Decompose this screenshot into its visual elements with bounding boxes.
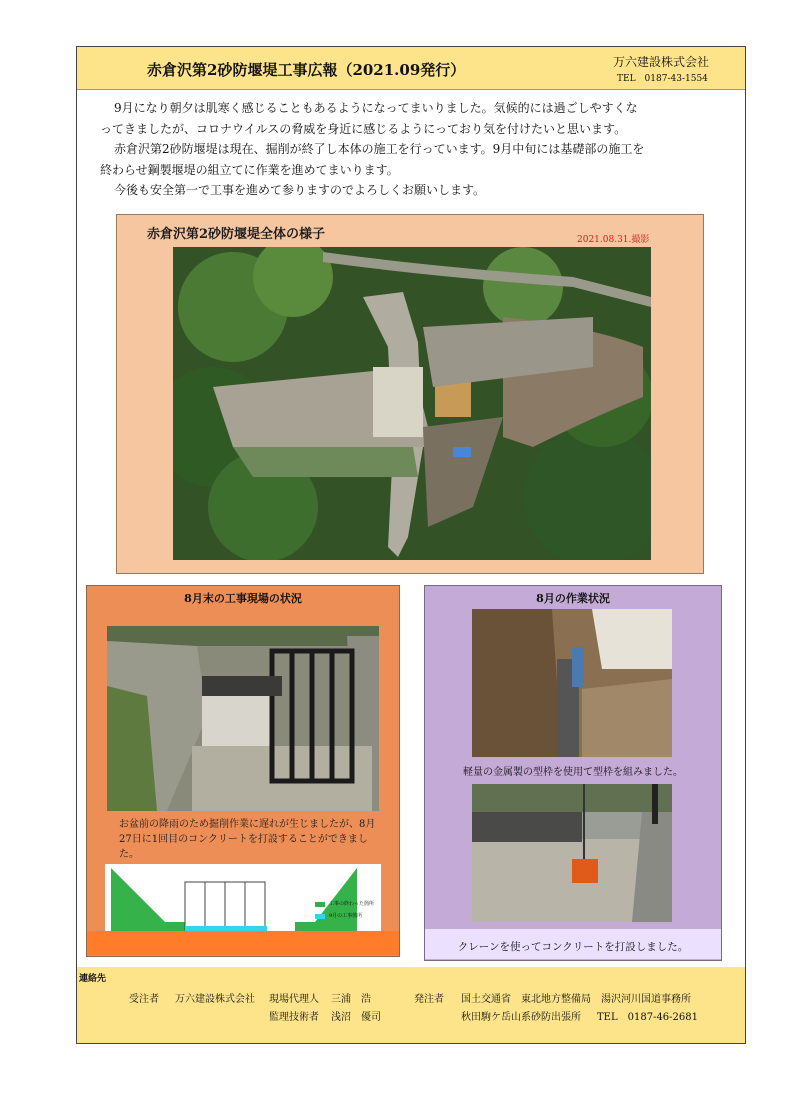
left-panel <box>86 585 400 957</box>
legend-label-done: 工事の終わった箇所 <box>329 901 374 907</box>
site-photo <box>107 626 379 811</box>
orderee-label: 受注者 <box>129 994 159 1005</box>
main-photo-date: 2021.08.31.撮影 <box>577 235 650 245</box>
main-photo-title: 赤倉沢第2砂防堰堤全体の様子 <box>147 227 326 242</box>
left-panel-band <box>87 931 399 955</box>
concrete-pour-photo <box>472 784 672 922</box>
formwork-photo <box>472 609 672 757</box>
footer-contact <box>77 967 745 1043</box>
header-bar <box>77 47 745 90</box>
supervisor-label: 監理技術者 <box>269 1012 319 1023</box>
orderer-org: 国土交通省 東北地方整備局 湯沢河川国道事務所 <box>461 994 691 1005</box>
left-panel-title: 8月末の工事現場の状況 <box>184 592 302 605</box>
contact-heading: 連絡先 <box>79 974 107 984</box>
page-title: 赤倉沢第2砂防堰堤工事広報（2021.09発行） <box>147 61 466 79</box>
orderer-tel: TEL 0187-46-2681 <box>597 1012 698 1023</box>
intro-line: 赤倉沢第2砂防堰堤は現在、掘削が終了し本体の施工を行っています。9月中旬には基礎部の施工を <box>114 142 645 156</box>
intro-line: 9月になり朝夕は肌寒く感じることもあるようになってまいりました。気候的には過ごしやすくな <box>114 101 638 115</box>
company-tel: TEL 0187-43-1554 <box>617 74 708 84</box>
orderer-office: 秋田駒ケ岳山系砂防出張所 <box>461 1012 581 1023</box>
main-photo-panel <box>116 214 704 574</box>
intro-line: ってきましたが、コロナウイルスの脅威を身近に感じるようにっており気を付けたいと思います。 <box>100 121 627 136</box>
intro-line: 終わらせ鋼製堰堤の組立てに作業を進めてまいります。 <box>100 162 399 177</box>
crane-caption: クレーンを使ってコンクリートを打設しました。 <box>457 941 689 953</box>
legend-swatch-done <box>315 902 325 907</box>
right-panel-title: 8月の作業状況 <box>536 592 610 605</box>
intro-line: 今後も安全第一で工事を進めて参りますのでよろしくお願いします。 <box>114 183 486 197</box>
legend-swatch-sept <box>315 914 325 919</box>
left-panel-text: お盆前の降雨のため掘削作業に遅れが生じましたが、8月27日に1回目のコンクリートを打設することができました。 <box>119 819 376 860</box>
supervisor-name: 浅沼 優司 <box>331 1012 381 1023</box>
orderer-label: 発注者 <box>414 994 444 1005</box>
legend-label-sept: 9月の工事箇所 <box>329 913 363 919</box>
formwork-caption: 軽量の金属製の型枠を使用て型枠を組みました。 <box>463 767 683 778</box>
right-panel <box>424 585 722 961</box>
company-name: 万六建設株式会社 <box>613 55 710 69</box>
intro-text <box>100 98 710 201</box>
site-agent-name: 三浦 浩 <box>331 994 371 1005</box>
site-agent-label: 現場代理人 <box>269 994 319 1005</box>
orderee-company: 万六建設株式会社 <box>175 994 255 1005</box>
aerial-photo <box>173 247 651 560</box>
